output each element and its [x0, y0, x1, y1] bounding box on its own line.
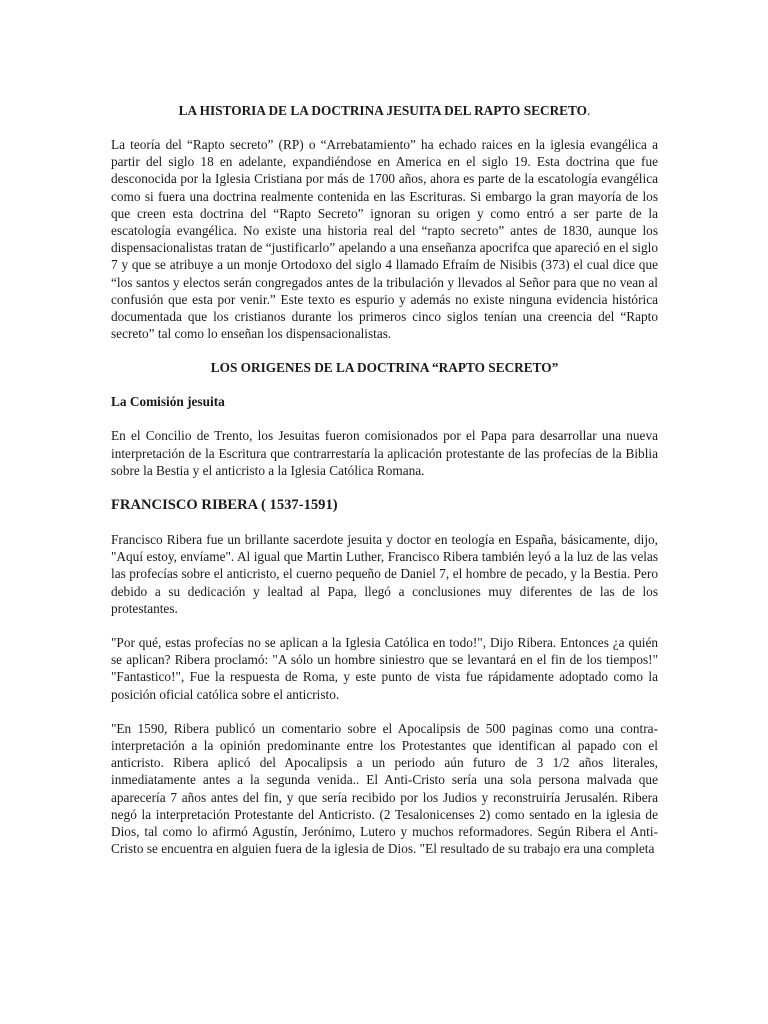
document-page	[111, 102, 658, 858]
commission-paragraph: En el Concilio de Trento, los Jesuitas fueron comisionados por el Papa para desarrollar una nueva interpretación de la Escritura que contrarrestaría la aplicación protestante de las profecías de la Biblia sobre la Bestia y el anticristo a la Iglesia Católica Romana.	[111, 428, 658, 478]
ribera-paragraph-3: "En 1590, Ribera publicó un comentario sobre el Apocalipsis de 500 paginas como una contra-interpretación a la opinión predominante entre los Protestantes que identifican al papado con el anticristo. Ribera aplicó del Apocalipsis a un periodo aún futuro de 3 1/2 años literales, inmediatamente antes a la segunda venida.. El Anti-Cristo sería una sola persona malvada que aparecería 7 años antes del fin, y que sería recibido por los Judios y reconstruiría Jerusalén. Ribera negó la interpretación Protestante del Anticristo. (2 Tesalonicenses 2) como sentado en la iglesia de Dios, tal como lo afirmó Agustín, Jerónimo, Lutero y muchos reformadores. Según Ribera el Anti-Cristo se encuentra en alguien fuera de la iglesia de Dios. "El resultado de su trabajo era una completa	[111, 720, 658, 857]
ribera-paragraph-1: Francisco Ribera fue un brillante sacerdote jesuita y doctor en teología en España, básicamente, dijo, "Aquí estoy, envíame". Al igual que Martin Luther, Francisco Ribera también leyó a la luz de las velas las profecías sobre el anticristo, el cuerno pequeño de Daniel 7, el hombre de pecado, y la Bestia. Pero debido a su dedicación y lealtad al Papa, llegó a conclusiones muy diferentes de las de los protestantes.	[111, 532, 658, 616]
heading-francisco-ribera: FRANCISCO RIBERA ( 1537-1591)	[111, 497, 338, 514]
section-heading-origins: LOS ORIGENES DE LA DOCTRINA “RAPTO SECRETO”	[210, 360, 559, 376]
document-title	[111, 102, 658, 119]
document-title-period: .	[587, 103, 591, 118]
document-title-text: LA HISTORIA DE LA DOCTRINA JESUITA DEL RAPTO SECRETO	[178, 103, 588, 118]
subheading-jesuit-commission: La Comisión jesuita	[111, 394, 225, 410]
intro-paragraph: La teoría del “Rapto secreto” (RP) o “Arrebatamiento” ha echado raices en la iglesia evangélica a partir del siglo 18 en adelante, expandiéndose en America en el siglo 19. Esta doctrina que fue desconocida por la Iglesia Cristiana por más de 1700 años, ahora es parte de la escatología evangélica como si fuera una doctrina realmente contenida en las Escrituras. Si embargo la gran mayoría de los que creen esta doctrina del “Rapto Secreto” ignoran su origen y como entró a ser parte de la escatología evangélica. No existe una historia real del “rapto secreto” antes de 1830, aunque los dispensacionalistas tratan de “justificarlo” apelando a una enseñanza apocrifca que apareció en el siglo 7 y que se atribuye a un monje Ortodoxo del siglo 4 llamado Efraím de Nisibis (373) el cual dice que “los santos y electos serán congregados antes de la tribulación y llevados al Señor para que no vean al confusión que esta por venir.” Este texto es espurio y además no existe ninguna evidencia histórica documentada que los cristianos durante los primeros cinco siglos tenían una creencia del “Rapto secreto” tal como lo enseñan los dispensacionalistas.	[111, 137, 658, 342]
ribera-paragraph-2: "Por qué, estas profecías no se aplican a la Iglesia Católica en todo!", Dijo Ribera. Entonces ¿a quién se aplican? Ribera proclamó: "A sólo un hombre siniestro que se levantará en el fin de los tiempos!" "Fantastico!", Fue la respuesta de Roma, y este punto de vista fue rápidamente adoptado como la posición oficial católica sobre el anticristo.	[111, 635, 658, 702]
